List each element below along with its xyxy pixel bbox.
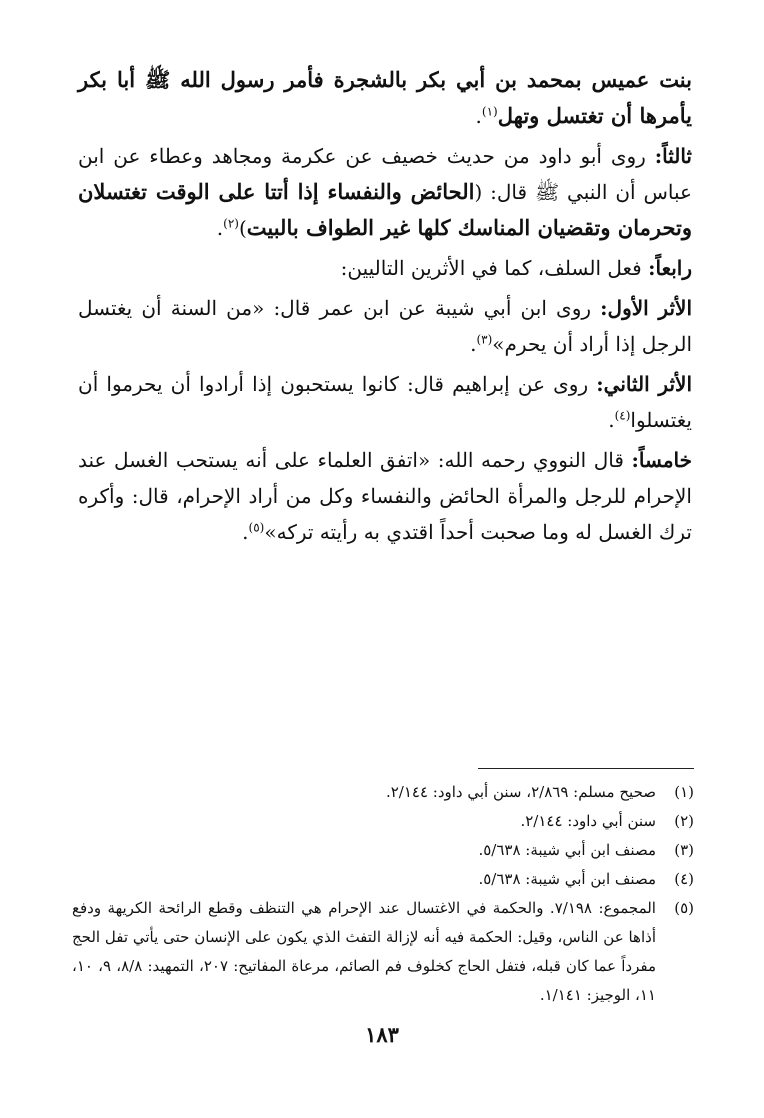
footnote-number: (٣) (674, 841, 694, 859)
athar-second-lead: الأثر الثاني: (596, 372, 692, 396)
footnote-number: (٢) (674, 812, 694, 830)
paragraph-end: . (242, 520, 249, 544)
footnote-ref-3: (٣) (476, 332, 493, 347)
footnote-number: (٥) (674, 899, 694, 917)
paragraph-text: فعل السلف، كما في الأثرين التاليين: (340, 256, 642, 280)
hadith-text: الحائض والنفساء إذا أتتا على الوقت تغتسلان وتحرمان وتقضيان المناسك كلها غير الطواف بالبيت (78, 179, 692, 240)
athar-first-lead: الأثر الأول: (600, 296, 692, 320)
footnote-ref-2: (٢) (223, 216, 239, 231)
footnote-ref-4: (٤) (614, 408, 631, 423)
footnote (72, 836, 694, 865)
footnote (72, 865, 694, 894)
footnote (72, 778, 694, 807)
hadith-text: بنت عميس بمحمد بن أبي بكر بالشجرة فأمر رسول الله ﷺ أبا بكر يأمرها أن تغتسل وتهل (78, 67, 692, 128)
paragraph-end: . (216, 216, 224, 240)
paragraph-text: روى أبو داود من حديث خصيف عن عكرمة ومجاهد وعطاء عن ابن عباس أن النبي ﷺ قال: ( (78, 144, 692, 204)
paragraph-end: . (475, 104, 482, 128)
main-text (78, 62, 692, 554)
footnote (72, 807, 694, 836)
footnote-text: صحيح مسلم: ٢/٨٦٩، سنن أبي داود: ٢/١٤٤. (385, 783, 656, 801)
section-lead-fourth: رابعاً: (648, 256, 692, 280)
paragraph-3 (78, 250, 692, 286)
paragraph-text: روى ابن أبي شيبة عن ابن عمر قال: «من السنة أن يغتسل الرجل إذا أراد أن يحرم» (78, 296, 692, 356)
footnotes (72, 778, 694, 1010)
footnote-text: مصنف ابن أبي شيبة: ٥/٦٣٨. (478, 870, 656, 888)
footnote-text: سنن أبي داود: ٢/١٤٤. (520, 812, 656, 830)
paragraph-text: روى عن إبراهيم قال: كانوا يستحبون إذا أرادوا أن يحرموا أن يغتسلوا (78, 372, 692, 432)
section-lead-fifth: خامساً: (631, 448, 692, 472)
hadith-close: ) (238, 216, 247, 240)
footnote-number: (١) (674, 783, 694, 801)
paragraph-6 (78, 442, 692, 550)
paragraph-end: . (608, 408, 615, 432)
footnote-text: مصنف ابن أبي شيبة: ٥/٦٣٨. (478, 841, 656, 859)
paragraph-text: قال النووي رحمه الله: «اتفق العلماء على أنه يستحب الغسل عند الإحرام للرجل والمرأة الحائض والنفساء وكل من أراد الإحرام، قال: وأكره ترك الغسل له وما صحبت أحداً اقتدي به رأيته تركه» (78, 448, 692, 544)
footnote-ref-5: (٥) (248, 520, 265, 535)
footnote-ref-1: (١) (481, 104, 498, 119)
paragraph-end: . (470, 332, 477, 356)
paragraph-1 (78, 62, 692, 134)
footnote (72, 894, 694, 1010)
paragraph-4 (78, 290, 692, 362)
footnote-number: (٤) (674, 870, 694, 888)
footnote-divider (478, 768, 694, 769)
section-lead-third: ثالثاً: (654, 144, 692, 168)
page-number: ١٨٣ (365, 1022, 399, 1047)
footnote-text: المجموع: ٧/١٩٨. والحكمة في الاغتسال عند الإحرام هي التنظف وقطع الرائحة الكريهة ودفع أذاها عن الناس، وقيل: الحكمة فيه أنه لإزالة التفث الذي يكون على الإنسان حتى يأتي تفل الحج مفرداً عما كان قبله، فتفل الحاج كخلوف فم الصائم، مرعاة المفاتيح: ٢٠٧، التمهيد: ٨/٨، ٩، ١٠، ١١، الوجيز: ١/١٤١. (72, 899, 657, 1004)
paragraph-2 (78, 138, 692, 246)
paragraph-5 (78, 366, 692, 438)
